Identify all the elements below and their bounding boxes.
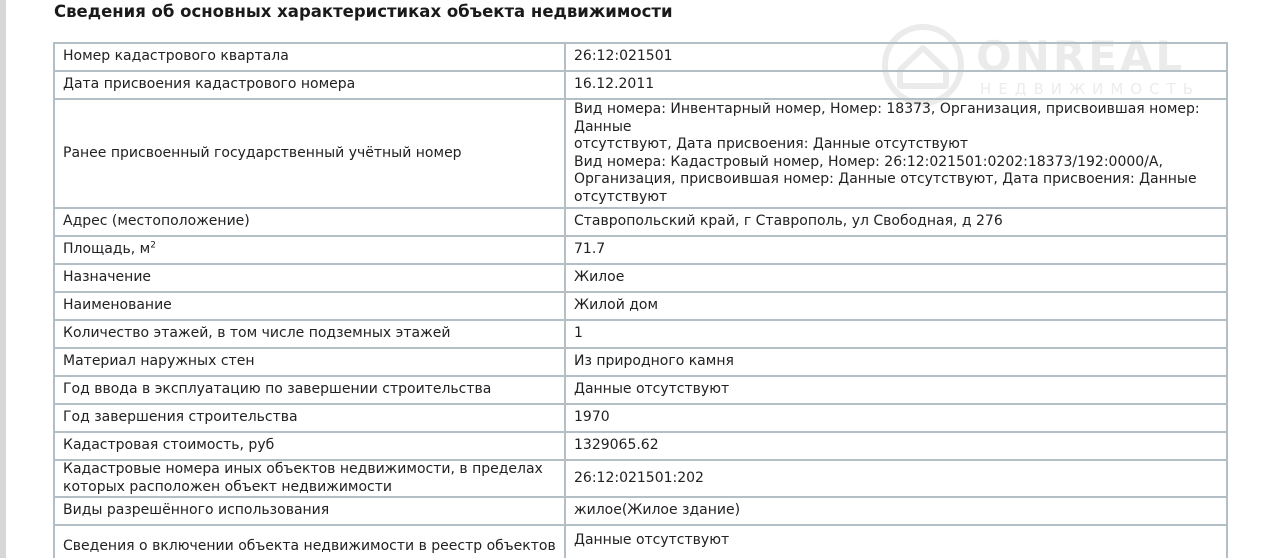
page-left-edge	[0, 0, 6, 558]
row-label: Ранее присвоенный государственный учётный номер	[54, 99, 565, 208]
row-label: Кадастровая стоимость, руб	[54, 432, 565, 460]
row-label-area	[54, 236, 565, 264]
table-row	[54, 432, 1227, 460]
row-value: 1329065.62	[565, 432, 1227, 460]
area-label-text: Площадь, м	[63, 241, 151, 258]
row-value: 16.12.2011	[565, 71, 1227, 99]
label-line: которых расположен объект недвижимости	[63, 478, 392, 495]
value-line: Организация, присвоившая номер: Данные отсутствуют, Дата присвоения: Данные	[574, 171, 1197, 187]
row-label: Материал наружных стен	[54, 348, 565, 376]
table-row	[54, 348, 1227, 376]
table-row	[54, 71, 1227, 99]
row-value: 26:12:021501	[565, 43, 1227, 71]
row-value: Данные отсутствуют	[565, 376, 1227, 404]
table-row	[54, 99, 1227, 208]
value-line: Вид номера: Инвентарный номер, Номер: 18373, Организация, присвоившая номер: Данные	[574, 101, 1200, 135]
table-row	[54, 525, 1227, 558]
row-value-multiline	[565, 99, 1227, 208]
row-label: Виды разрешённого использования	[54, 497, 565, 525]
value-line: Вид номера: Кадастровый номер, Номер: 26:12:021501:0202:18373/192:0000/А,	[574, 153, 1163, 170]
value-line: отсутствуют, Дата присвоения: Данные отсутствуют	[574, 136, 969, 152]
table-row	[54, 497, 1227, 525]
row-label: Год завершения строительства	[54, 404, 565, 432]
page-title: Сведения об основных характеристиках объекта недвижимости	[54, 2, 673, 21]
value-line: отсутствуют	[574, 188, 668, 205]
label-line: Кадастровые номера иных объектов недвижимости, в пределах	[63, 461, 543, 477]
row-label: Назначение	[54, 264, 565, 292]
area-label-superscript: 2	[150, 240, 156, 251]
row-value: Из природного камня	[565, 348, 1227, 376]
row-label-multiline	[54, 460, 565, 497]
row-value: жилое(Жилое здание)	[565, 497, 1227, 525]
row-value: 71.7	[565, 236, 1227, 264]
table-row	[54, 460, 1227, 497]
row-label: Сведения о включении объекта недвижимости в реестр объектов	[54, 525, 565, 558]
table-row	[54, 43, 1227, 71]
table-row	[54, 404, 1227, 432]
table-row	[54, 292, 1227, 320]
table-row	[54, 376, 1227, 404]
row-value: 1970	[565, 404, 1227, 432]
table-row	[54, 236, 1227, 264]
property-table	[53, 42, 1228, 558]
row-value: Ставропольский край, г Ставрополь, ул Свободная, д 276	[565, 208, 1227, 236]
row-label: Адрес (местоположение)	[54, 208, 565, 236]
row-label: Дата присвоения кадастрового номера	[54, 71, 565, 99]
row-label: Наименование	[54, 292, 565, 320]
row-value: 26:12:021501:202	[565, 460, 1227, 497]
row-value: Жилое	[565, 264, 1227, 292]
watermark-brand: ONREAL	[976, 32, 1186, 81]
row-value: Данные отсутствуют	[565, 525, 1227, 558]
row-label: Количество этажей, в том числе подземных этажей	[54, 320, 565, 348]
table-row	[54, 208, 1227, 236]
row-value: 1	[565, 320, 1227, 348]
row-value: Жилой дом	[565, 292, 1227, 320]
row-label: Год ввода в эксплуатацию по завершении строительства	[54, 376, 565, 404]
table-row	[54, 264, 1227, 292]
table-row	[54, 320, 1227, 348]
row-label: Номер кадастрового квартала	[54, 43, 565, 71]
watermark-subtitle: НЕДВИЖИМОСТЬ	[980, 80, 1201, 98]
